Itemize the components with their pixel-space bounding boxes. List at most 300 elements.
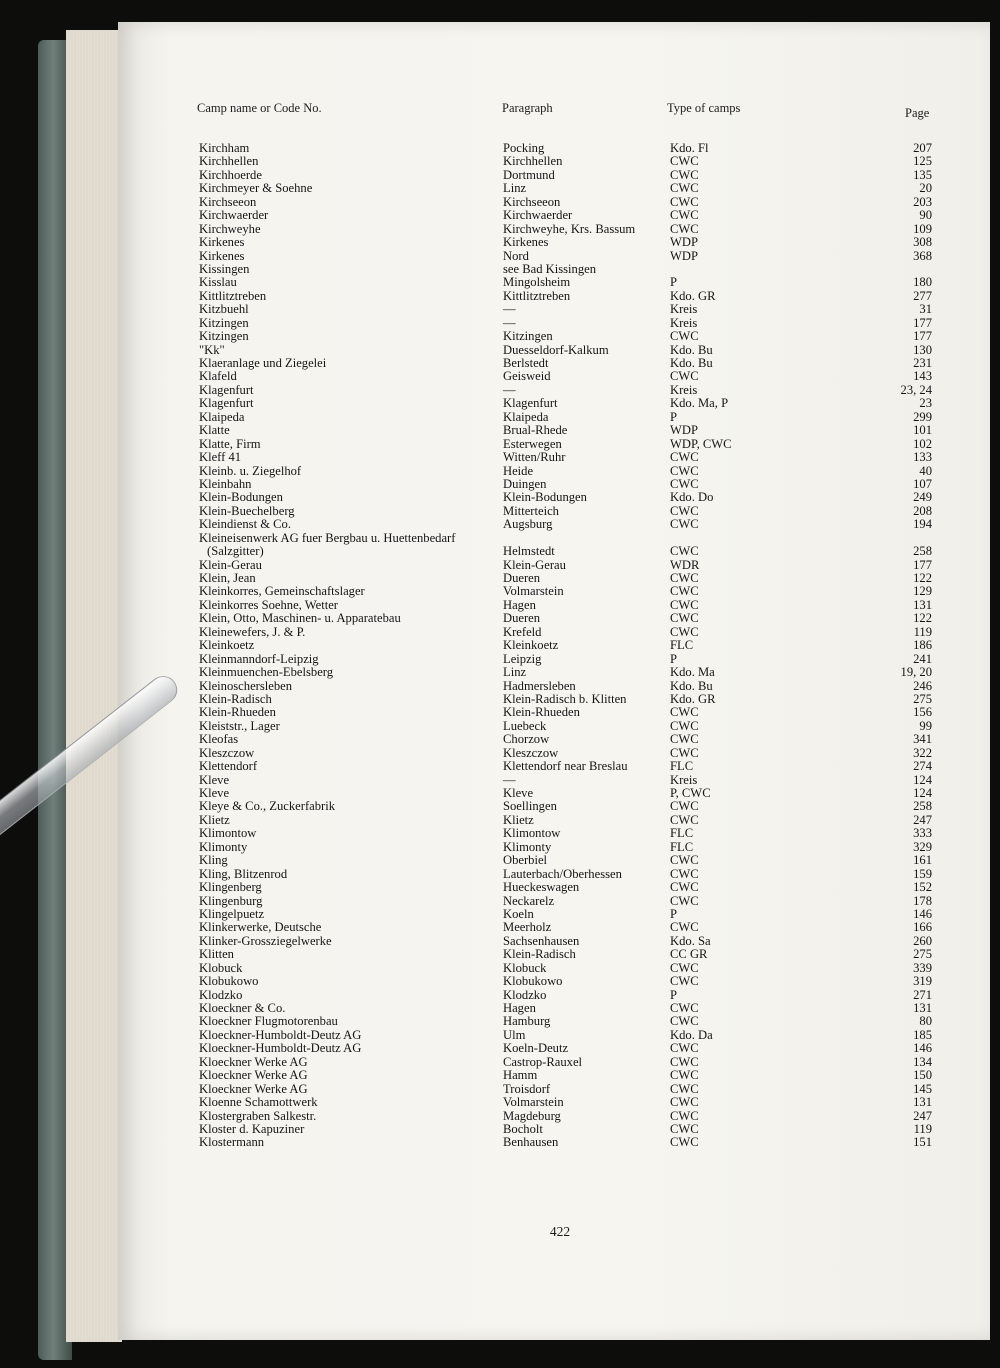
table-row [0,169,1000,182]
camp-name-cell: Klostermann [199,1135,265,1150]
camp-type-cell: CWC [670,194,699,209]
paragraph-cell: Kirchhellen [503,154,563,169]
header-camp-name: Camp name or Code No. [197,101,322,115]
camp-type-cell: CC GR [670,947,708,962]
paragraph-cell: Klobukowo [503,974,563,989]
page-ref-cell: 19, 20 [900,665,932,680]
camp-name-cell: Kirchhoerde [199,167,262,182]
page-ref-cell: 275 [913,691,932,706]
camp-name-cell: Kleineisenwerk AG fuer Bergbau u. Huettenbedarf [199,530,456,545]
camp-name-cell: Kirchhellen [199,154,259,169]
page-ref-cell: 208 [913,503,932,518]
page-ref-cell: 368 [913,248,932,263]
table-row [0,182,1000,195]
page-ref-cell: 109 [913,221,932,236]
camp-name-cell: Klinker-Grossziegelwerke [199,933,332,948]
camp-type-cell: Kreis [670,382,698,397]
page-ref-cell: 80 [919,1014,932,1029]
paragraph-cell: Kirchwaerder [503,208,573,223]
table-row [0,250,1000,263]
page-ref-cell: 130 [913,342,932,357]
table-row [0,209,1000,222]
camp-name-cell: Kirchmeyer & Soehne [199,181,313,196]
paragraph-cell: Chorzow [503,732,550,747]
camp-type-cell: Kdo. Bu [670,356,713,370]
camp-name-cell: Klein-Gerau [199,557,262,572]
camp-name-cell: Klostergraben Salkestr. [199,1108,317,1123]
camp-name-cell: Kloeckner-Humboldt-Deutz AG [199,1041,362,1056]
camp-type-cell: CWC [670,544,699,559]
camp-type-cell: CWC [670,1108,699,1123]
page-ref-cell: 271 [913,987,932,1002]
table-row [0,962,1000,975]
camp-type-cell: CWC [670,476,699,491]
camp-type-cell: CWC [670,974,699,989]
page-ref-cell: 185 [913,1027,932,1042]
camp-type-cell: WDP [670,235,698,250]
page-ref-cell: 178 [913,893,932,908]
table-row [0,1042,1000,1055]
page-ref-cell: 177 [913,557,932,572]
paragraph-cell: Sachsenhausen [503,933,580,948]
camp-type-cell: P [670,987,678,1002]
page-ref-cell: 124 [913,772,932,787]
page-ref-cell: 322 [913,745,932,760]
paragraph-cell: Esterwegen [503,436,562,451]
camp-type-cell: CWC [670,503,699,518]
table-row [0,572,1000,585]
paragraph-cell: Oberbiel [503,853,548,868]
camp-type-cell: CWC [670,1068,699,1083]
table-row [0,1056,1000,1069]
camp-type-cell: FLC [670,638,694,653]
page-ref-cell: 119 [913,624,932,639]
page-ref-cell: 101 [913,423,932,438]
camp-type-cell: CWC [670,369,699,384]
paragraph-cell: Volmarstein [503,1095,564,1110]
table-row [0,155,1000,168]
table-row [0,290,1000,303]
header-paragraph: Paragraph [502,101,553,115]
paragraph-cell: Hagen [503,597,536,612]
paragraph-cell: Hamm [503,1068,538,1083]
camp-name-cell: Kitzingen [199,329,249,344]
paragraph-cell: Kleve [503,786,534,800]
table-row [0,1002,1000,1015]
page-ref-cell: 102 [913,436,932,451]
camp-type-cell: CWC [670,167,699,182]
camp-name-cell: Kirkenes [199,235,245,250]
camp-name-cell: Kleye & Co., Zuckerfabrik [199,799,336,814]
table-row [0,1015,1000,1028]
camp-type-cell: CWC [670,853,699,868]
page-ref-cell: 122 [913,611,932,626]
page-ref-cell: 159 [913,866,932,881]
paragraph-cell: Dueren [503,611,541,626]
camp-name-cell: Kleinkorres Soehne, Wetter [199,597,338,612]
camp-name-cell: Klingelpuetz [199,906,265,921]
camp-type-cell: P [670,275,678,290]
camp-type-cell: CWC [670,329,699,344]
camp-type-cell: CWC [670,517,699,532]
page-ref-cell: 131 [913,1095,932,1110]
camp-type-cell: CWC [670,799,699,814]
camp-name-cell: Kittlitztreben [199,288,267,303]
page-ref-cell: 329 [913,839,932,854]
paragraph-cell: Klein-Radisch [503,947,576,962]
page-ref-cell: 31 [919,302,932,317]
page-ref-cell: 145 [913,1081,932,1096]
paragraph-cell: Brual-Rhede [503,423,568,438]
camp-name-cell: Kloeckner & Co. [199,1001,286,1015]
camp-type-cell: P, CWC [670,786,711,800]
table-row [0,989,1000,1002]
paragraph-cell: Luebeck [503,718,547,733]
camp-name-cell: Kleinb. u. Ziegelhof [199,463,302,478]
camp-type-cell: CWC [670,571,699,585]
camp-name-cell: "Kk" [199,342,225,357]
camp-type-cell: CWC [670,463,699,478]
page-ref-cell: 151 [913,1135,932,1150]
camp-name-cell: Klagenfurt [199,382,254,397]
page-ref-cell: 246 [913,678,932,693]
table-row [0,585,1000,598]
page-ref-cell: 186 [913,638,932,653]
page-ref-cell: 135 [913,167,932,182]
camp-name-cell: Kirchweyhe [199,221,261,236]
table-row [0,223,1000,236]
paragraph-cell: Koeln-Deutz [503,1041,569,1056]
table-row [0,1096,1000,1109]
paragraph-cell: Magdeburg [503,1108,561,1123]
table-row [0,653,1000,666]
table-row [0,612,1000,625]
camp-name-cell: Kitzingen [199,315,249,330]
camp-type-cell: P [670,906,678,921]
table-row [0,438,1000,451]
table-row [0,263,1000,276]
camp-type-cell: CWC [670,1001,699,1015]
page-ref-cell: 275 [913,947,932,962]
page-ref-cell: 129 [913,584,932,599]
table-row [0,827,1000,840]
camp-type-cell: Kreis [670,315,698,330]
page-ref-cell: 166 [913,920,932,935]
paragraph-cell: Neckarelz [503,893,555,908]
camp-name-cell: Kirkenes [199,248,245,263]
table-row [0,559,1000,572]
table-row [0,1110,1000,1123]
paragraph-cell: Dueren [503,571,541,585]
paragraph-cell: Klettendorf near Breslau [503,759,628,774]
camp-type-cell: Kdo. GR [670,691,716,706]
table-row [0,774,1000,787]
paragraph-cell: Hamburg [503,1014,551,1029]
paragraph-cell: Benhausen [503,1135,559,1150]
paragraph-cell: Soellingen [503,799,557,814]
page-ref-cell: 203 [913,194,932,209]
page-ref-cell: 333 [913,826,932,841]
page-ref-cell: 146 [913,906,932,921]
camp-name-cell: Kleiststr., Lager [199,718,280,733]
camp-name-cell: Kloeckner Werke AG [199,1081,308,1096]
table-row [0,451,1000,464]
table-row [0,142,1000,155]
paragraph-cell: Klein-Bodungen [503,490,587,505]
table-row [0,303,1000,316]
table-row [0,800,1000,813]
camp-name-cell: Klobuck [199,960,243,975]
table-row [0,397,1000,410]
paragraph-cell: Bocholt [503,1121,543,1136]
paragraph-cell: Leipzig [503,651,542,666]
page-ref-cell: 124 [913,786,932,800]
table-row [0,384,1000,397]
camp-name-cell: Kleszczow [199,745,255,760]
page-ref-cell: 122 [913,571,932,585]
camp-type-cell: Kdo. Da [670,1027,713,1042]
paragraph-cell: Lauterbach/Oberhessen [503,866,622,881]
page-ref-cell: 107 [913,476,932,491]
paragraph-cell: Koeln [503,906,534,921]
paragraph-cell: Mingolsheim [503,275,571,290]
table-row [0,868,1000,881]
table-row [0,948,1000,961]
paragraph-cell: Mitterteich [503,503,559,518]
camp-name-cell: Klein-Bodungen [199,490,283,505]
camp-name-cell: Klein-Buechelberg [199,503,295,518]
camp-type-cell: Kdo. GR [670,288,716,303]
table-row [0,236,1000,249]
page-ref-cell: 180 [913,275,932,290]
page-ref-cell: 249 [913,490,932,505]
page-ref-cell: 156 [913,705,932,720]
table-row [0,1136,1000,1149]
camp-type-cell: CWC [670,1054,699,1069]
table-row [0,1083,1000,1096]
camp-type-cell: CWC [670,1081,699,1096]
paragraph-cell: Kirchweyhe, Krs. Bassum [503,221,636,236]
camp-type-cell: CWC [670,1014,699,1029]
page-ref-cell: 40 [919,463,932,478]
table-row [0,196,1000,209]
table-row [0,854,1000,867]
page-ref-cell: 119 [913,1121,932,1136]
camp-type-cell: CWC [670,732,699,747]
camp-name-cell: Kisslau [199,275,237,290]
camp-name-cell: Kleve [199,786,230,800]
page-ref-cell: 99 [919,718,932,733]
page-ref-cell: 23, 24 [900,382,932,397]
table-row [0,639,1000,652]
table-row [0,465,1000,478]
camp-name-cell: Klafeld [199,369,237,384]
paragraph-cell: Klaipeda [503,409,549,424]
camp-name-cell: Klodzko [199,987,243,1002]
paragraph-cell: Kirchseeon [503,194,561,209]
camp-name-cell: Kirchwaerder [199,208,269,223]
camp-type-cell: P [670,409,678,424]
table-row [0,814,1000,827]
paragraph-cell: Klodzko [503,987,547,1002]
camp-type-cell: CWC [670,1135,699,1150]
table-row [0,599,1000,612]
table-row [0,505,1000,518]
paragraph-cell: — [503,382,516,397]
camp-type-cell: Kdo. Ma [670,665,715,680]
page-ref-cell: 150 [913,1068,932,1083]
page-ref-cell: 125 [913,154,932,169]
header-page: Page [905,106,930,120]
page-ref-cell: 90 [919,208,932,223]
camp-type-cell: CWC [670,624,699,639]
camp-type-cell: CWC [670,1041,699,1056]
camp-name-cell: Klein, Otto, Maschinen- u. Apparatebau [199,611,401,626]
paragraph-cell: Linz [503,181,527,196]
camp-type-cell: CWC [670,718,699,733]
camp-type-cell: CWC [670,866,699,881]
camp-type-cell: CWC [670,705,699,720]
table-row [0,330,1000,343]
camp-type-cell: FLC [670,759,694,774]
table-row [0,720,1000,733]
paragraph-cell: Krefeld [503,624,542,639]
camp-type-cell: WDP [670,423,698,438]
camp-name-cell: Klimontow [199,826,257,841]
camp-name-cell: Kling [199,853,228,868]
paragraph-cell: Klietz [503,812,534,827]
camp-type-cell: CWC [670,960,699,975]
page-ref-cell: 177 [913,315,932,330]
paragraph-cell: Hadmersleben [503,678,576,693]
page-ref-cell: 207 [913,141,932,155]
page-ref-cell: 146 [913,1041,932,1056]
table-row [0,908,1000,921]
camp-type-cell: Kreis [670,302,698,317]
page-ref-cell: 319 [913,974,932,989]
page-ref-cell: 299 [913,409,932,424]
camp-name-cell: Klaipeda [199,409,245,424]
camp-name-cell: Kissingen [199,261,250,276]
page-ref-cell: 241 [913,651,932,666]
camp-type-cell: CWC [670,1121,699,1136]
paragraph-cell: Klein-Radisch b. Klitten [503,691,627,706]
camp-type-cell: Kdo. Do [670,490,714,505]
paragraph-cell: Duingen [503,476,547,491]
camp-type-cell: Kreis [670,772,698,787]
camp-name-cell: Klimonty [199,839,248,854]
page-ref-cell: 247 [913,812,932,827]
camp-type-cell: WDP, CWC [670,436,732,451]
camp-name-cell: Kleinkorres, Gemeinschaftslager [199,584,365,599]
table-row [0,411,1000,424]
table-row [0,747,1000,760]
page-ref-cell: 20 [919,181,932,196]
camp-name-cell: Klatte [199,423,230,438]
camp-type-cell: Kdo. Bu [670,678,713,693]
camp-name-cell: Kirchseeon [199,194,257,209]
paragraph-cell: Ulm [503,1027,526,1042]
table-row [0,626,1000,639]
table-row [0,545,1000,558]
page-ref-cell: 258 [913,799,932,814]
page-ref-cell: 152 [913,880,932,895]
paragraph-cell: Geisweid [503,369,551,384]
page-ref-cell: 274 [913,759,932,774]
camp-name-cell: Kleofas [199,732,239,747]
camp-type-cell: WDR [670,557,700,572]
camp-type-cell: CWC [670,745,699,760]
paragraph-cell: — [503,772,516,787]
camp-type-cell: FLC [670,826,694,841]
paragraph-cell: Dortmund [503,167,555,182]
table-row [0,787,1000,800]
paragraph-cell: Volmarstein [503,584,564,599]
camp-type-cell: CWC [670,181,699,196]
table-row [0,1029,1000,1042]
camp-name-cell: Kleinewefers, J. & P. [199,624,306,639]
camp-name-cell: Kitzbuehl [199,302,249,317]
camp-name-cell: Kloster d. Kapuziner [199,1121,305,1136]
table-row [0,935,1000,948]
table-row [0,1123,1000,1136]
header-type: Type of camps [667,101,741,115]
page-ref-cell: 339 [913,960,932,975]
camp-name-cell: Kloenne Schamottwerk [199,1095,318,1110]
table-row [0,975,1000,988]
camp-type-cell: CWC [670,208,699,223]
camp-name-cell: Klein-Radisch [199,691,272,706]
paragraph-cell: Troisdorf [503,1081,551,1096]
table-row [0,276,1000,289]
camp-name-cell: Klingenburg [199,893,263,908]
camp-name-cell: Kleindienst & Co. [199,517,291,532]
paragraph-cell: Helmstedt [503,544,555,559]
camp-name-cell: (Salzgitter) [207,544,264,559]
camp-name-cell: Klettendorf [199,759,258,774]
page-ref-cell: 131 [913,1001,932,1015]
page-ref-cell: 131 [913,597,932,612]
camp-name-cell: Kling, Blitzenrod [199,866,288,881]
table-row [0,1069,1000,1082]
camp-type-cell: Kdo. Bu [670,342,713,357]
camp-name-cell: Kleff 41 [199,450,242,465]
paragraph-cell: Kleszczow [503,745,559,760]
camp-name-cell: Kloeckner Werke AG [199,1068,308,1083]
camp-type-cell: CWC [670,221,699,236]
camp-name-cell: Klein, Jean [199,571,256,585]
camp-name-cell: Klingenberg [199,880,262,895]
camp-name-cell: Kleve [199,772,230,787]
table-row [0,424,1000,437]
camp-name-cell: Klinkerwerke, Deutsche [199,920,322,935]
paragraph-cell: see Bad Kissingen [503,261,597,276]
camp-name-cell: Klatte, Firm [199,436,261,451]
camp-type-cell: CWC [670,584,699,599]
table-row [0,478,1000,491]
paragraph-cell: Klimontow [503,826,561,841]
camp-type-cell: FLC [670,839,694,854]
camp-name-cell: Kirchham [199,141,250,155]
paragraph-cell: Hueckeswagen [503,880,580,895]
camp-type-cell: CWC [670,880,699,895]
camp-name-cell: Kloeckner Werke AG [199,1054,308,1069]
camp-type-cell: CWC [670,893,699,908]
paragraph-cell: Linz [503,665,527,680]
page-ref-cell: 231 [913,356,932,370]
page-ref-cell: 260 [913,933,932,948]
page-ref-cell: 177 [913,329,932,344]
